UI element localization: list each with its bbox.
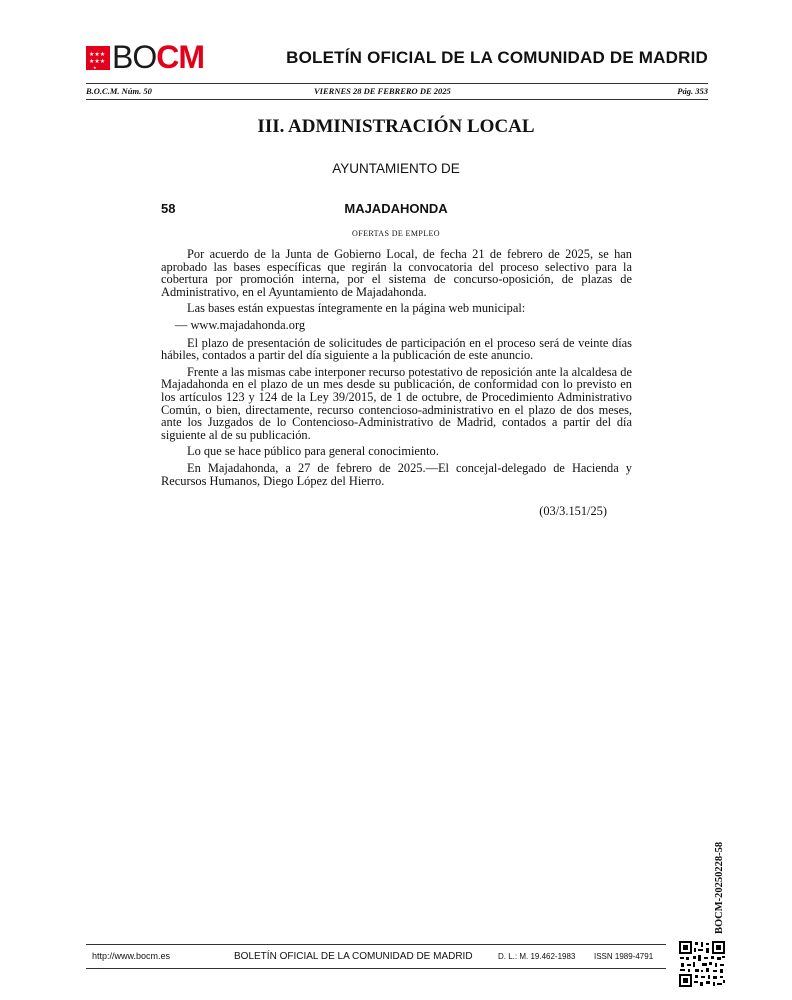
issue-number: B.O.C.M. Núm. 50 [86, 86, 152, 96]
document-code-text: BOCM-20250228-58 [714, 841, 725, 934]
issue-date: VIERNES 28 DE FEBRERO DE 2025 [314, 86, 451, 96]
announcement-subtitle: OFERTAS DE EMPLEO [352, 229, 440, 238]
issue-meta-row [86, 86, 708, 98]
header-divider-bottom [86, 99, 708, 100]
reference-code: (03/3.151/25) [539, 504, 607, 518]
side-document-code [714, 828, 728, 934]
page-number: Pág. 353 [677, 86, 708, 96]
announcement-body [161, 248, 632, 491]
paragraph: Las bases están expuestas íntegramente en la página web municipal: [187, 301, 526, 316]
footer-divider-bottom [86, 968, 666, 969]
section-subheading: AYUNTAMIENTO DE [332, 161, 460, 176]
footer-title: BOLETÍN OFICIAL DE LA COMUNIDAD DE MADRID [234, 951, 473, 962]
paragraph: El plazo de presentación de solicitudes de participación en el proceso será de veinte días hábiles, contados a partir del día siguiente a la publicación de este anuncio. [161, 335, 632, 363]
qr-code-icon [678, 940, 726, 988]
signature-paragraph: En Majadahonda, a 27 de febrero de 2025.—El concejal-delegado de Hacienda y Recursos Humanos, Diego López del Hierro. [161, 460, 632, 488]
issn: ISSN 1989-4791 [594, 952, 654, 961]
bocm-logo [86, 39, 216, 75]
footer-divider-top [86, 944, 666, 945]
madrid-flag-icon: ★★★ ★★★ ★ [86, 46, 110, 70]
section-title: III. ADMINISTRACIÓN LOCAL [257, 116, 535, 137]
bulletin-title: BOLETÍN OFICIAL DE LA COMUNIDAD DE MADRID [286, 48, 708, 67]
paragraph: Frente a las mismas cabe interponer recurso potestativo de reposición ante la alcaldesa de Majadahonda en el plazo de un mes desde su publicación, de conformidad con lo previsto en los artículos 123 y 124 de la Ley 39/2015, de 1 de octubre, de Procedimiento Administrativo Común, o bien, directamente, recurso contencioso-administrativo en el plazo de dos meses, ante los Juzgados de lo Contencioso-Administrativo de Madrid, contados a partir del día siguiente al de su publicación. [161, 364, 632, 442]
municipality-name: MAJADAHONDA [344, 201, 448, 216]
logo-wordmark: BOCM [112, 39, 204, 75]
entry-number: 58 [161, 201, 176, 216]
paragraph: Lo que se hace público para general conocimiento. [187, 444, 439, 459]
footer-url-link[interactable]: http://www.bocm.es [92, 951, 171, 961]
website-link[interactable]: — www.majadahonda.org [175, 317, 306, 332]
footer [86, 951, 666, 965]
header-divider-top [86, 83, 708, 84]
paragraph: Por acuerdo de la Junta de Gobierno Local, de fecha 21 de febrero de 2025, se han aprobado las bases específicas que regirán la convocatoria del proceso selectivo para la cobertura por promoción interna, por el sistema de concurso-oposición, de plazas de Administrativo, en el Ayuntamiento de Majadahonda. [161, 247, 632, 299]
legal-deposit: D. L.: M. 19.462-1983 [498, 952, 576, 961]
